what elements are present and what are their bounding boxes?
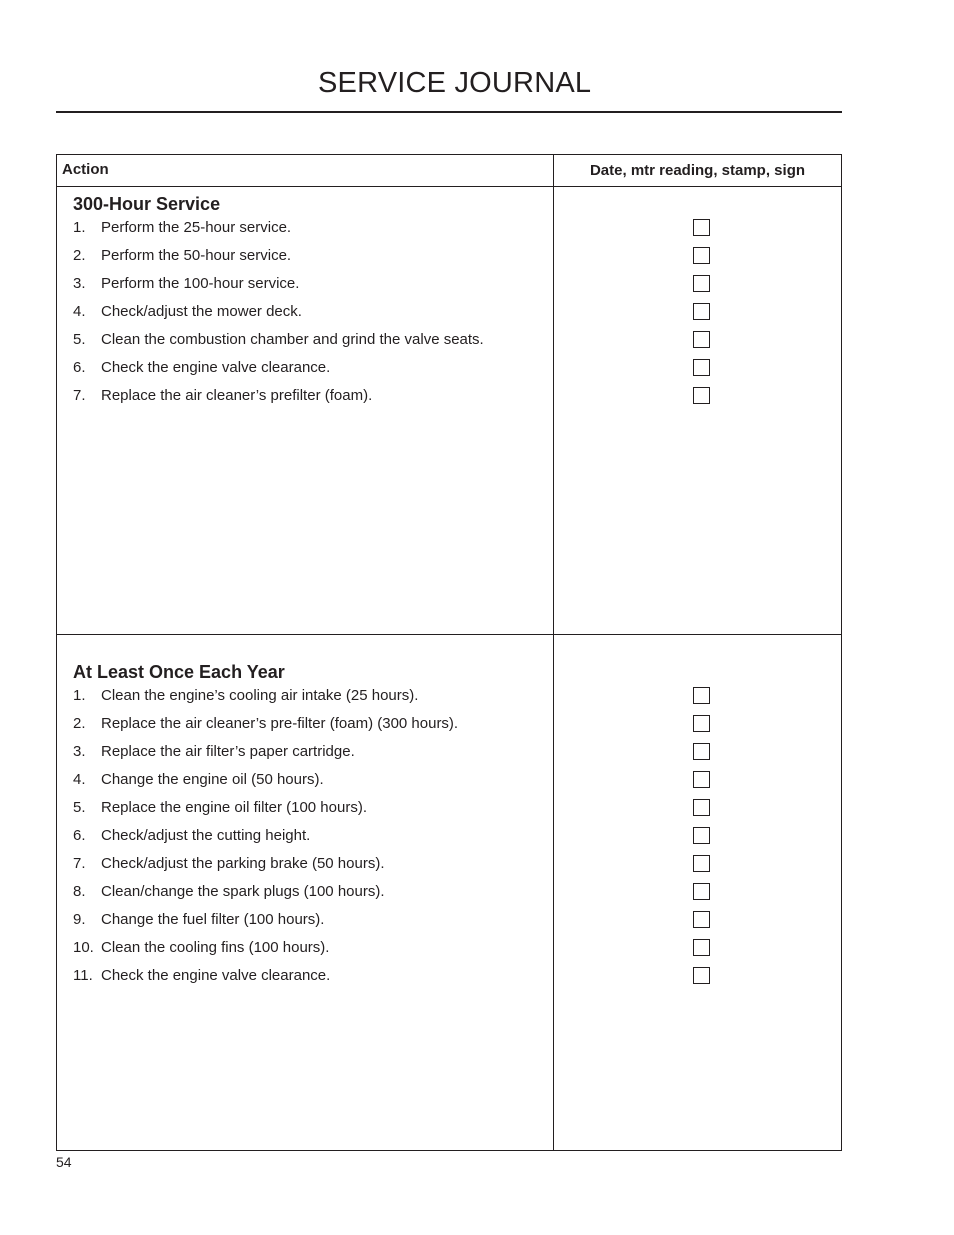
task-text: Check/adjust the mower deck.: [101, 303, 302, 320]
section-heading-once-each-year: At Least Once Each Year: [73, 662, 285, 682]
service-checkbox[interactable]: [693, 939, 710, 956]
section-heading-300-hour: 300-Hour Service: [73, 194, 221, 214]
task-number: 2.: [73, 247, 86, 264]
task-text: Perform the 50-hour service.: [101, 247, 292, 264]
section-rule: [57, 634, 841, 635]
checkbox-column-300-hour: [693, 219, 710, 415]
task-number: 11.: [73, 967, 93, 984]
service-checkbox[interactable]: [693, 247, 710, 264]
task-text: Clean the engine’s cooling air intake (25 hours).: [101, 687, 419, 704]
service-checkbox[interactable]: [693, 331, 710, 348]
task-text: Clean the combustion chamber and grind the valve seats.: [101, 331, 484, 348]
service-checkbox[interactable]: [693, 911, 710, 928]
checkbox-column-once-each-year: [693, 687, 710, 995]
title-rule: [56, 111, 842, 113]
service-checkbox[interactable]: [693, 219, 710, 236]
service-checkbox[interactable]: [693, 359, 710, 376]
task-text: Perform the 100-hour service.: [101, 275, 300, 292]
task-number: 7.: [73, 387, 86, 404]
task-text: Replace the air cleaner’s pre-filter (foam) (300 hours).: [101, 715, 459, 732]
task-text: Replace the air filter’s paper cartridge.: [101, 743, 355, 760]
service-checkbox[interactable]: [693, 799, 710, 816]
task-number: 9.: [73, 911, 86, 928]
task-text: Replace the engine oil filter (100 hours).: [101, 799, 367, 816]
task-number: 7.: [73, 855, 86, 872]
task-number: 5.: [73, 799, 86, 816]
task-text: Clean/change the spark plugs (100 hours).: [101, 883, 385, 900]
service-checkbox[interactable]: [693, 275, 710, 292]
service-checkbox[interactable]: [693, 967, 710, 984]
task-text: Clean the cooling fins (100 hours).: [101, 939, 330, 956]
task-number: 5.: [73, 331, 86, 348]
task-number: 2.: [73, 715, 86, 732]
service-checkbox[interactable]: [693, 855, 710, 872]
header-date-stamp-sign: Date, mtr reading, stamp, sign: [589, 162, 806, 179]
task-number: 3.: [73, 743, 86, 760]
service-checkbox[interactable]: [693, 387, 710, 404]
task-text: Check/adjust the parking brake (50 hours).: [101, 855, 385, 872]
service-checkbox[interactable]: [693, 743, 710, 760]
column-divider: [553, 155, 554, 1150]
service-journal-table: [56, 154, 842, 1151]
service-checkbox[interactable]: [693, 827, 710, 844]
service-checkbox[interactable]: [693, 687, 710, 704]
task-text: Replace the air cleaner’s prefilter (foam).: [101, 387, 373, 404]
service-checkbox[interactable]: [693, 303, 710, 320]
task-number: 1.: [73, 687, 86, 704]
task-text: Check the engine valve clearance.: [101, 967, 331, 984]
task-number: 6.: [73, 359, 86, 376]
task-text: Check the engine valve clearance.: [101, 359, 331, 376]
service-checkbox[interactable]: [693, 715, 710, 732]
header-rule: [57, 186, 841, 187]
service-checkbox[interactable]: [693, 883, 710, 900]
page-number: 54: [56, 1154, 72, 1170]
task-number: 6.: [73, 827, 86, 844]
page-title: SERVICE JOURNAL: [318, 67, 592, 99]
task-text: Change the engine oil (50 hours).: [101, 771, 324, 788]
task-text: Change the fuel filter (100 hours).: [101, 911, 325, 928]
task-number: 8.: [73, 883, 86, 900]
task-text: Check/adjust the cutting height.: [101, 827, 311, 844]
task-number: 3.: [73, 275, 86, 292]
task-number: 4.: [73, 771, 86, 788]
task-number: 10.: [73, 939, 94, 956]
service-checkbox[interactable]: [693, 771, 710, 788]
header-action: Action: [62, 161, 109, 178]
task-text: Perform the 25-hour service.: [101, 219, 292, 236]
task-number: 1.: [73, 219, 86, 236]
task-number: 4.: [73, 303, 86, 320]
